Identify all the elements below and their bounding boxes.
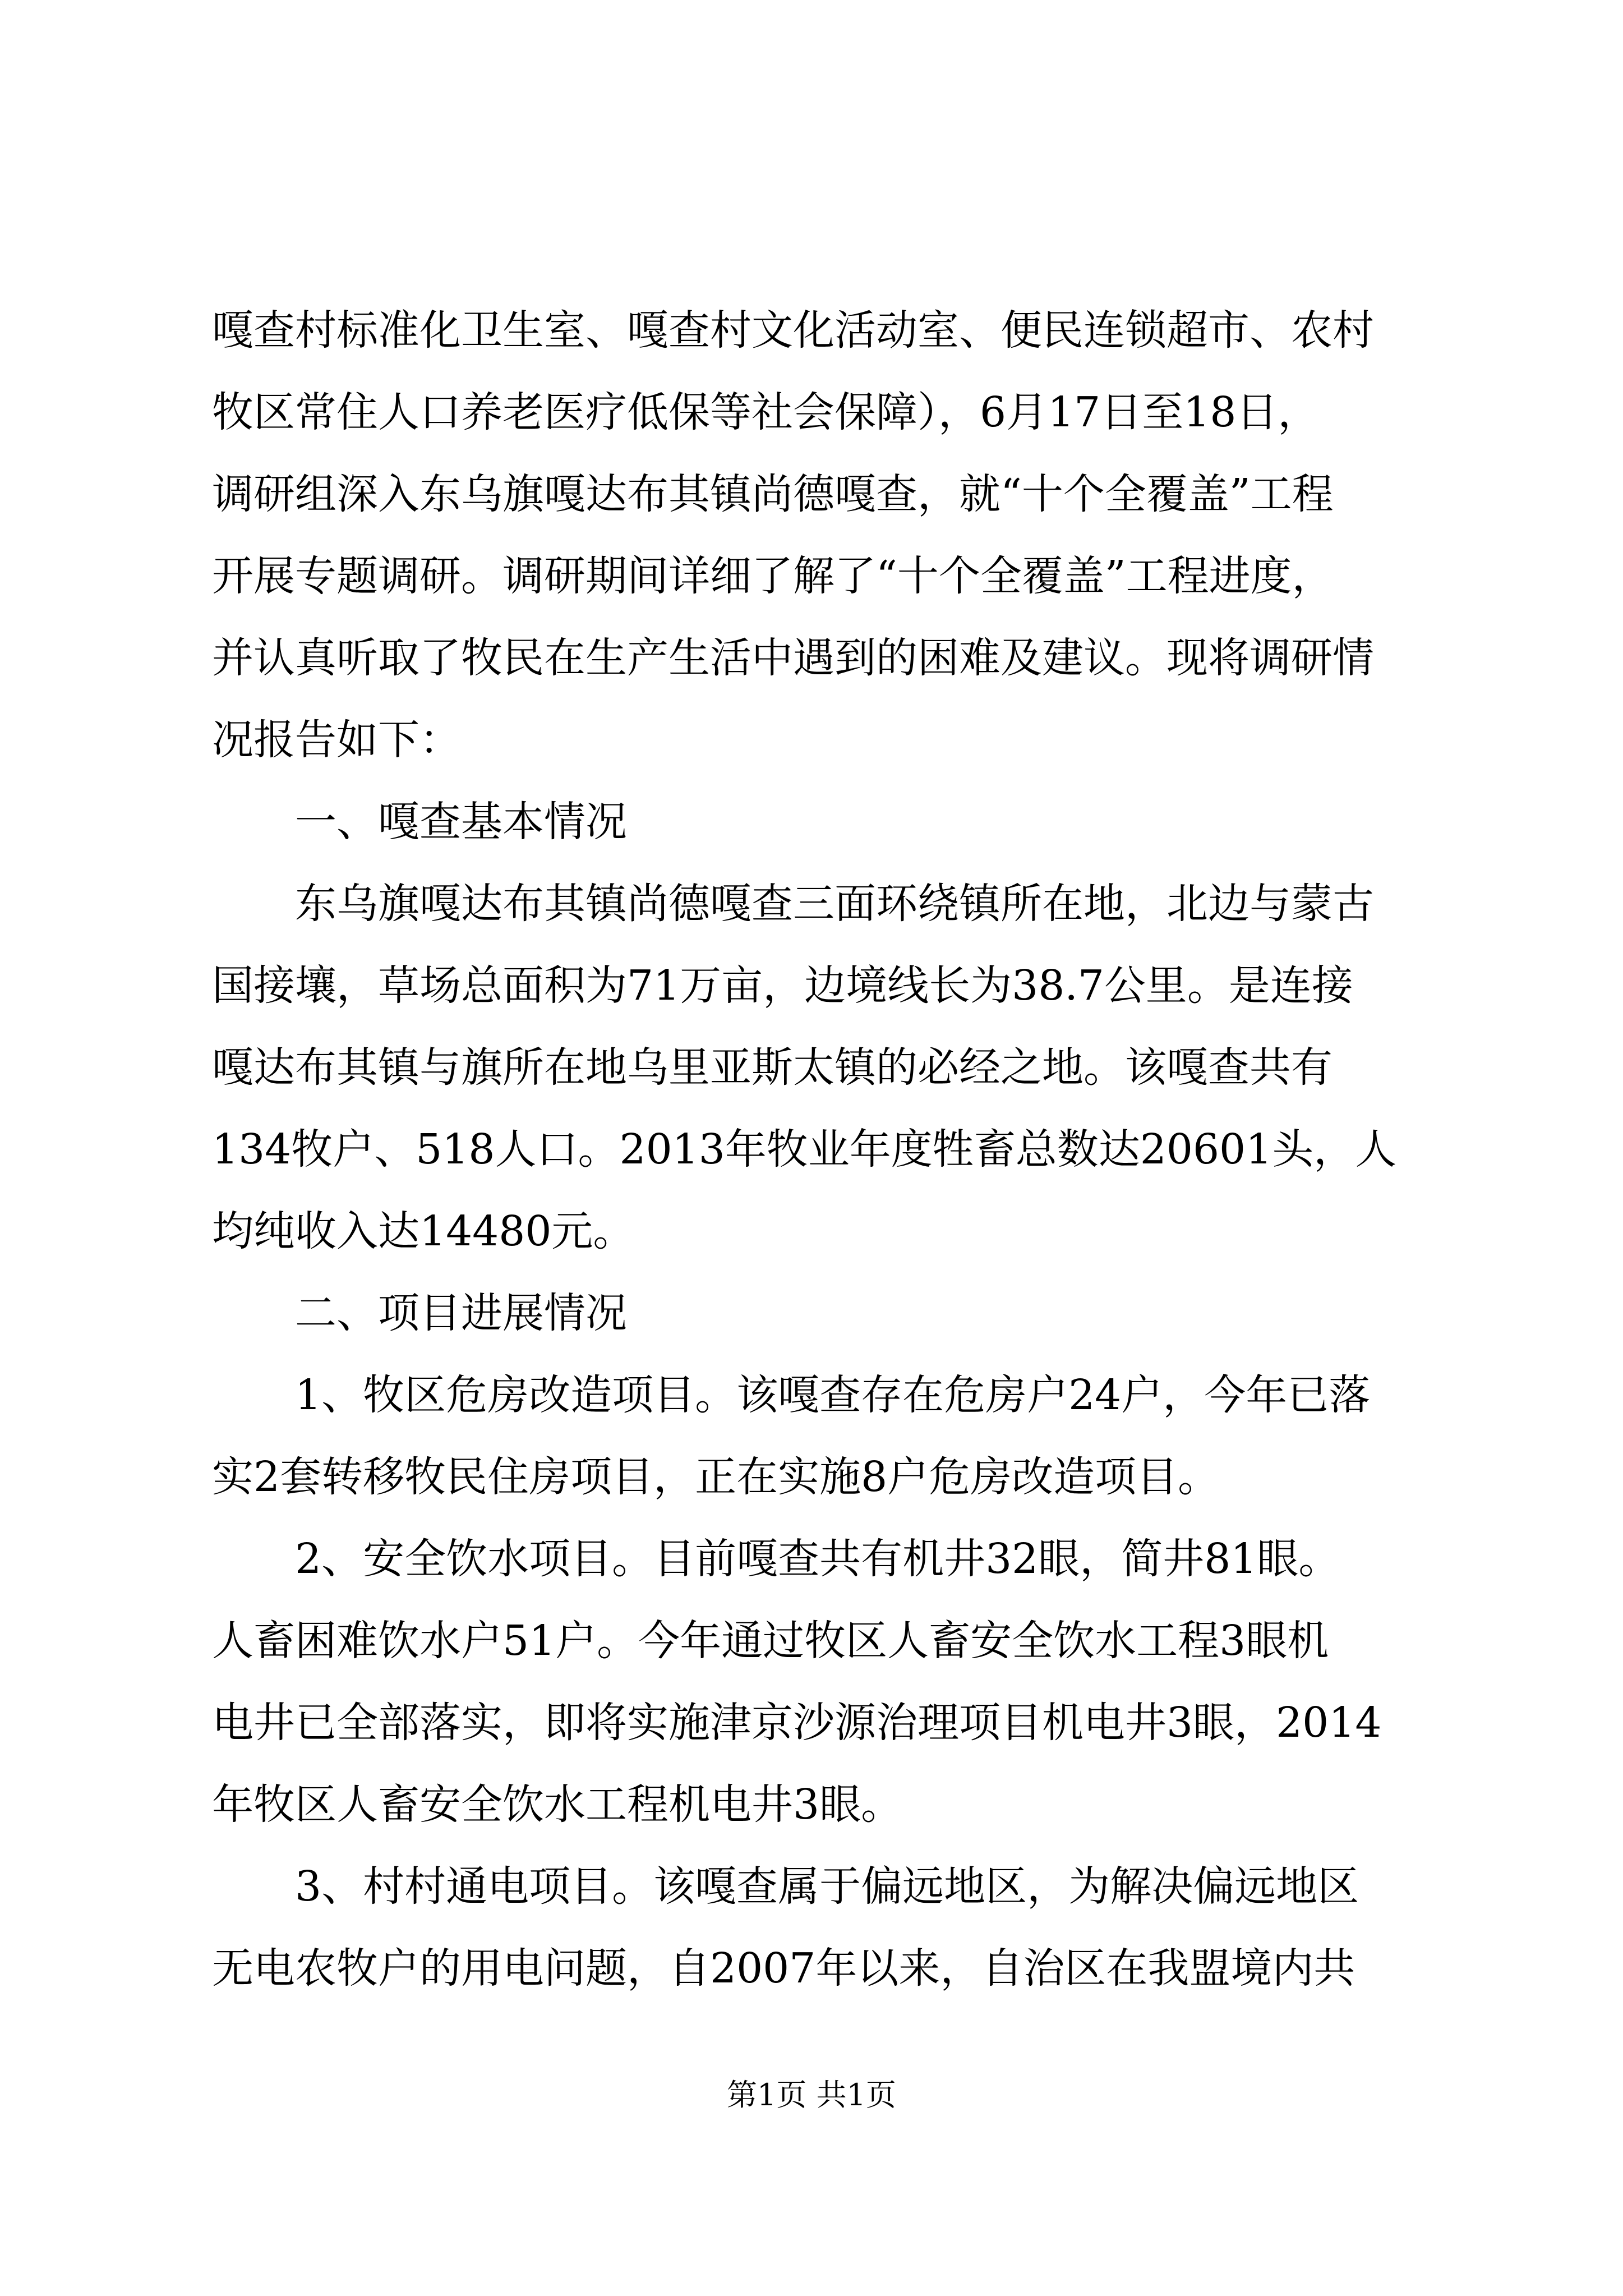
body-text: 年牧区人畜安全饮水工程机电井3眼。 bbox=[212, 1780, 903, 1829]
heading-text: 二、项目进展情况 bbox=[295, 1289, 627, 1337]
body-text: 况报告如下： bbox=[212, 716, 461, 764]
body-text-line bbox=[0, 873, 1623, 935]
body-text-line bbox=[0, 463, 1623, 525]
page-footer: 第1页 共1页 bbox=[727, 2077, 896, 2113]
body-text-line bbox=[0, 1528, 1623, 1590]
body-text: 无电农牧户的用电问题，自2007年以来，自治区在我盟境内共 bbox=[212, 1944, 1355, 1993]
body-text: 134牧户、518人口。2013年牧业年度牲畜总数达20601头，人 bbox=[212, 1125, 1397, 1174]
section-heading bbox=[0, 1282, 1623, 1344]
body-text-line bbox=[0, 1119, 1623, 1180]
body-text-line bbox=[0, 1446, 1623, 1508]
body-text-line bbox=[0, 1200, 1623, 1262]
body-text: 并认真听取了牧民在生产生活中遇到的困难及建议。现将调研情 bbox=[212, 634, 1374, 682]
body-text: 1、牧区危房改造项目。该嘎查存在危房户24户，今年已落 bbox=[295, 1371, 1371, 1419]
body-text-line bbox=[0, 955, 1623, 1016]
body-text-line bbox=[0, 1610, 1623, 1672]
body-text: 嘎查村标准化卫生室、嘎查村文化活动室、便民连锁超市、农村 bbox=[212, 306, 1374, 355]
section-heading bbox=[0, 791, 1623, 853]
body-text: 2、安全饮水项目。目前嘎查共有机井32眼，简井81眼。 bbox=[295, 1535, 1340, 1583]
body-text-line bbox=[0, 709, 1623, 771]
heading-text: 一、嘎查基本情况 bbox=[295, 798, 627, 846]
body-text: 嘎达布其镇与旗所在地乌里亚斯太镇的必经之地。该嘎查共有 bbox=[212, 1043, 1332, 1092]
body-text: 电井已全部落实，即将实施津京沙源治理项目机电井3眼，2014 bbox=[212, 1699, 1382, 1747]
body-text: 均纯收入达14480元。 bbox=[212, 1207, 635, 1255]
body-text-line bbox=[0, 381, 1623, 443]
body-text: 牧区常住人口养老医疗低保等社会保障），6月17日至18日， bbox=[212, 388, 1320, 436]
body-text-line bbox=[0, 545, 1623, 607]
body-text-line bbox=[0, 300, 1623, 361]
body-text-line bbox=[0, 1037, 1623, 1098]
body-text-line bbox=[0, 1364, 1623, 1426]
body-text: 开展专题调研。调研期间详细了解了“十个全覆盖”工程进度， bbox=[212, 552, 1334, 600]
body-text: 东乌旗嘎达布其镇尚德嘎查三面环绕镇所在地，北边与蒙古 bbox=[295, 880, 1374, 928]
body-text: 调研组深入东乌旗嘎达布其镇尚德嘎查，就“十个全覆盖”工程 bbox=[212, 470, 1334, 518]
body-text-line bbox=[0, 1774, 1623, 1835]
body-text: 国接壤，草场总面积为71万亩，边境线长为38.7公里。是连接 bbox=[212, 961, 1353, 1010]
body-text-line bbox=[0, 1856, 1623, 1917]
body-text-line bbox=[0, 1692, 1623, 1754]
body-text: 实2套转移牧民住房项目，正在实施8户危房改造项目。 bbox=[212, 1453, 1220, 1501]
body-text-line bbox=[0, 1938, 1623, 1999]
body-text: 3、村村通电项目。该嘎查属于偏远地区，为解决偏远地区 bbox=[295, 1862, 1359, 1911]
body-text-line bbox=[0, 627, 1623, 689]
body-text: 人畜困难饮水户51户。今年通过牧区人畜安全饮水工程3眼机 bbox=[212, 1617, 1329, 1665]
